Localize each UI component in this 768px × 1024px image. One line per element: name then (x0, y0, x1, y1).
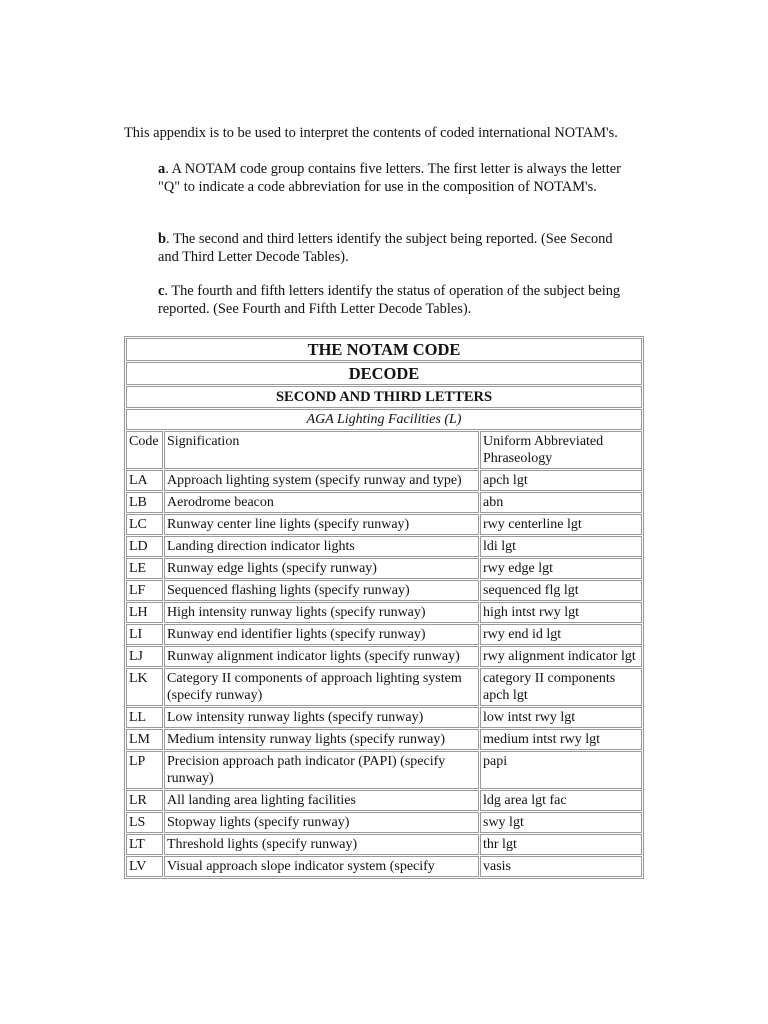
table-category-heading: AGA Lighting Facilities (L) (126, 409, 642, 430)
table-row (126, 646, 642, 667)
table-cell-signification: Runway end identifier lights (specify runway) (164, 624, 479, 645)
item-a-paragraph (158, 161, 628, 196)
table-cell-signification: All landing area lighting facilities (164, 790, 479, 811)
table-subtitle-row (126, 362, 642, 385)
table-row (126, 470, 642, 491)
table-cell-code: LV (126, 856, 163, 877)
table-cell-signification: Stopway lights (specify runway) (164, 812, 479, 833)
table-section-heading: SECOND AND THIRD LETTERS (126, 386, 642, 408)
table-row (126, 751, 642, 789)
notam-decode-table (124, 336, 644, 879)
table-cell-signification: Approach lighting system (specify runway and type) (164, 470, 479, 491)
table-title-row (126, 338, 642, 361)
table-cell-code: LA (126, 470, 163, 491)
table-row (126, 580, 642, 601)
table-row (126, 536, 642, 557)
table-cell-code: LC (126, 514, 163, 535)
table-category-row (126, 409, 642, 430)
table-cell-code: LT (126, 834, 163, 855)
table-cell-phraseology: swy lgt (480, 812, 642, 833)
table-row (126, 729, 642, 750)
column-header-signification: Signification (164, 431, 479, 469)
table-cell-code: LD (126, 536, 163, 557)
item-b-paragraph (158, 231, 628, 266)
column-header-phraseology: Uniform Abbreviated Phraseology (480, 431, 642, 469)
table-cell-signification: Aerodrome beacon (164, 492, 479, 513)
item-b-text: . The second and third letters identify the subject being reported. (See Second and Third Letter Decode Tables). (158, 231, 613, 265)
table-cell-code: LM (126, 729, 163, 750)
table-cell-phraseology: abn (480, 492, 642, 513)
table-cell-phraseology: thr lgt (480, 834, 642, 855)
table-cell-phraseology: papi (480, 751, 642, 789)
table-row (126, 602, 642, 623)
table-cell-signification: Visual approach slope indicator system (specify (164, 856, 479, 877)
table-row (126, 856, 642, 877)
table-cell-signification: Landing direction indicator lights (164, 536, 479, 557)
table-header-row (126, 431, 642, 469)
table-cell-signification: Precision approach path indicator (PAPI) (specify runway) (164, 751, 479, 789)
table-cell-code: LL (126, 707, 163, 728)
table-row (126, 514, 642, 535)
table-title: THE NOTAM CODE (126, 338, 642, 361)
table-cell-phraseology: rwy alignment indicator lgt (480, 646, 642, 667)
table-cell-code: LH (126, 602, 163, 623)
table-cell-code: LP (126, 751, 163, 789)
table-cell-phraseology: low intst rwy lgt (480, 707, 642, 728)
table-cell-code: LB (126, 492, 163, 513)
table-cell-phraseology: sequenced flg lgt (480, 580, 642, 601)
table-cell-phraseology: rwy end id lgt (480, 624, 642, 645)
table-row (126, 492, 642, 513)
table-cell-code: LS (126, 812, 163, 833)
table-row (126, 707, 642, 728)
item-b-letter: b (158, 231, 167, 247)
intro-paragraph: This appendix is to be used to interpret the contents of coded international NOTAM's. (124, 125, 618, 141)
table-cell-signification: High intensity runway lights (specify runway) (164, 602, 479, 623)
table-row (126, 668, 642, 706)
table-cell-signification: Runway alignment indicator lights (specify runway) (164, 646, 479, 667)
table-cell-signification: Sequenced flashing lights (specify runway) (164, 580, 479, 601)
table-cell-phraseology: vasis (480, 856, 642, 877)
column-header-code: Code (126, 431, 163, 469)
table-row (126, 834, 642, 855)
table-cell-phraseology: apch lgt (480, 470, 642, 491)
table-cell-code: LI (126, 624, 163, 645)
table-cell-phraseology: rwy edge lgt (480, 558, 642, 579)
table-row (126, 558, 642, 579)
table-cell-signification: Runway center line lights (specify runway) (164, 514, 479, 535)
table-cell-signification: Medium intensity runway lights (specify runway) (164, 729, 479, 750)
item-c-letter: c (158, 283, 165, 299)
table-cell-phraseology: ldg area lgt fac (480, 790, 642, 811)
table-cell-phraseology: category II components apch lgt (480, 668, 642, 706)
table-cell-code: LK (126, 668, 163, 706)
table-cell-phraseology: medium intst rwy lgt (480, 729, 642, 750)
table-row (126, 812, 642, 833)
table-row (126, 790, 642, 811)
notam-table-body (126, 338, 642, 877)
item-c-paragraph (158, 283, 628, 318)
item-a-text: . A NOTAM code group contains five letters. The first letter is always the letter "Q" to indicate a code abbreviation for use in the composition of NOTAM's. (158, 161, 621, 195)
table-subtitle: DECODE (126, 362, 642, 385)
table-cell-code: LR (126, 790, 163, 811)
table-cell-code: LJ (126, 646, 163, 667)
item-c-text: . The fourth and fifth letters identify the status of operation of the subject being reported. (See Fourth and Fifth Letter Decode Tables). (158, 283, 621, 317)
item-a-letter: a (158, 161, 166, 177)
table-cell-phraseology: high intst rwy lgt (480, 602, 642, 623)
table-cell-phraseology: ldi lgt (480, 536, 642, 557)
table-row (126, 624, 642, 645)
table-section-row (126, 386, 642, 408)
table-cell-signification: Runway edge lights (specify runway) (164, 558, 479, 579)
table-cell-signification: Category II components of approach lighting system (specify runway) (164, 668, 479, 706)
table-cell-code: LE (126, 558, 163, 579)
table-cell-signification: Threshold lights (specify runway) (164, 834, 479, 855)
table-cell-signification: Low intensity runway lights (specify runway) (164, 707, 479, 728)
table-cell-code: LF (126, 580, 163, 601)
table-cell-phraseology: rwy centerline lgt (480, 514, 642, 535)
